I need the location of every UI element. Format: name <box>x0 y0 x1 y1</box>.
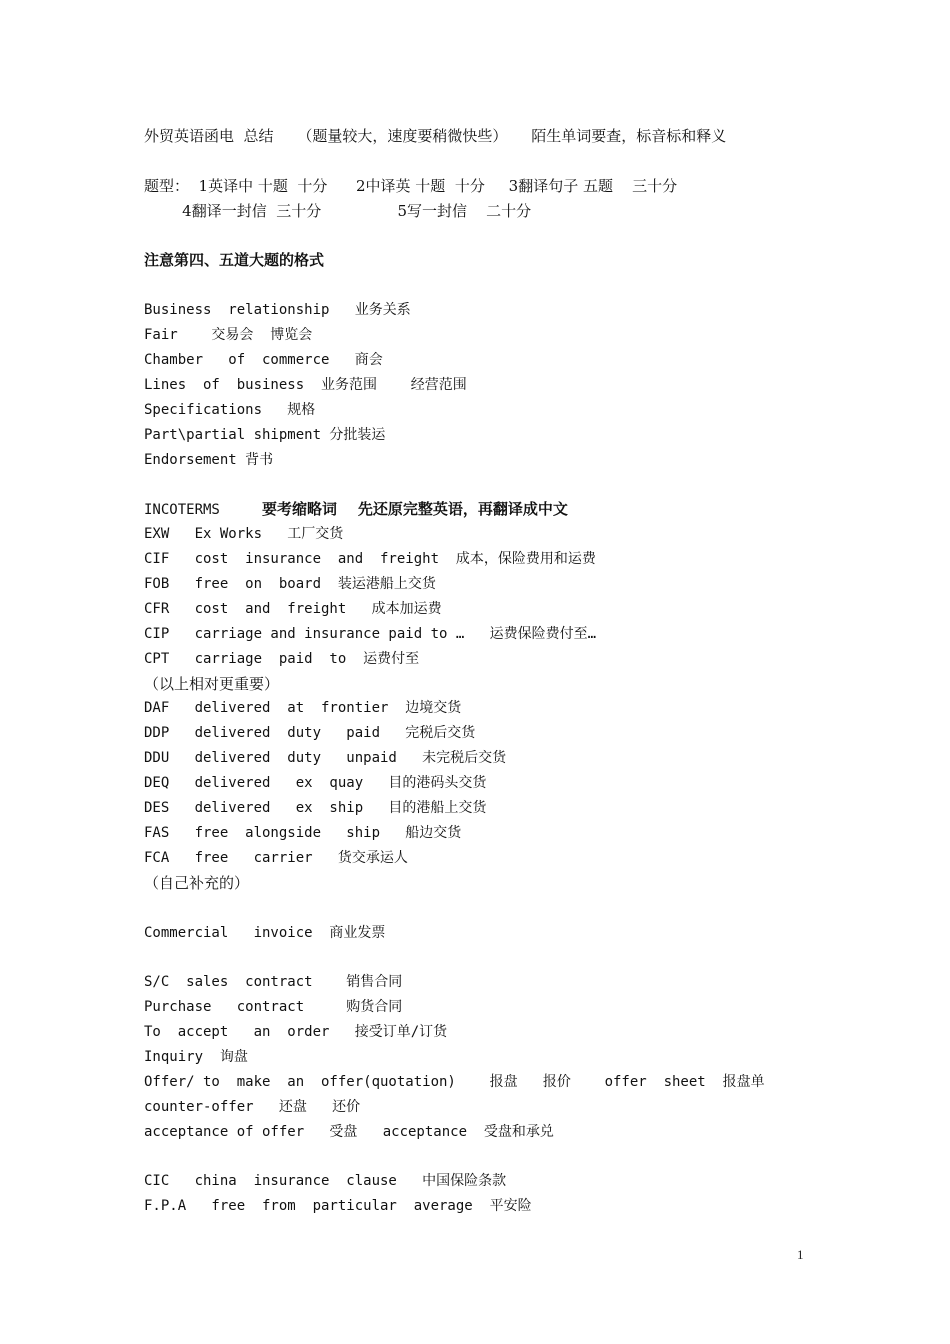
vocab-entry: Endorsement 背书 <box>144 451 274 468</box>
page-number: 1 <box>797 1247 804 1262</box>
question-types-line-1: 题型： 1英译中 十题 十分 2中译英 十题 十分 3翻译句子 五题 三十分 <box>144 176 678 195</box>
vocab-entry: S/C sales contract 销售合同 <box>144 974 403 991</box>
incoterms-instruction: 要考缩略词 先还原完整英语，再翻译成中文 <box>262 500 568 519</box>
vocab-entry: Specifications 规格 <box>144 401 316 418</box>
vocab-group-contracts <box>144 970 824 1144</box>
incoterm-entry: DDP delivered duty paid 完税后交货 <box>144 725 476 742</box>
incoterm-entry: DEQ delivered ex quay 目的港码头交货 <box>144 775 487 792</box>
incoterm-entry: DES delivered ex ship 目的港船上交货 <box>144 800 487 817</box>
question-types-line-2: 4翻译一封信 三十分 5写一封信 二十分 <box>144 201 532 220</box>
commercial-invoice-entry: Commercial invoice 商业发票 <box>144 924 386 941</box>
vocab-entry: acceptance of offer 受盘 acceptance 受盘和承兑 <box>144 1123 554 1140</box>
vocab-entry: Business relationship 业务关系 <box>144 302 411 319</box>
vocab-group-insurance <box>144 1169 824 1219</box>
incoterm-entry: CFR cost and freight 成本加运费 <box>144 600 442 617</box>
document-body <box>144 124 824 1219</box>
vocab-entry: counter-offer 还盘 还价 <box>144 1098 361 1115</box>
supplement-note: （自己补充的） <box>144 873 250 892</box>
incoterms-list-important <box>144 522 824 671</box>
incoterm-entry: CIP carriage and insurance paid to … 运费保险费付至… <box>144 625 597 642</box>
format-note: 注意第四、五道大题的格式 <box>144 251 325 270</box>
incoterm-entry: CIF cost insurance and freight 成本，保险费用和运费 <box>144 551 596 568</box>
incoterms-label: INCOTERMS <box>144 502 263 519</box>
importance-note: （以上相对更重要） <box>144 674 280 693</box>
incoterm-entry: FOB free on board 装运港船上交货 <box>144 576 436 593</box>
incoterm-entry: CPT carriage paid to 运费付至 <box>144 650 420 667</box>
vocab-entry: To accept an order 接受订单/订货 <box>144 1024 448 1041</box>
document-title: 外贸英语函电 总结 （题量较大，速度要稍微快些） 陌生单词要查，标音标和释义 <box>144 127 727 145</box>
incoterm-entry: EXW Ex Works 工厂交货 <box>144 526 344 543</box>
incoterm-entry: DDU delivered duty unpaid 未完税后交货 <box>144 750 507 767</box>
blank-line <box>144 273 824 298</box>
incoterm-entry: FCA free carrier 货交承运人 <box>144 849 408 866</box>
vocab-entry: Chamber of commerce 商会 <box>144 352 383 369</box>
vocab-entry: Fair 交易会 博览会 <box>144 327 313 344</box>
incoterm-entry: DAF delivered at frontier 边境交货 <box>144 700 462 717</box>
incoterms-heading <box>144 497 824 522</box>
blank-line <box>144 1145 824 1170</box>
incoterms-list-other <box>144 696 824 870</box>
blank-line <box>144 896 824 921</box>
vocab-entry: Part\partial shipment 分批装运 <box>144 426 386 443</box>
blank-line <box>144 472 824 497</box>
blank-line <box>144 149 824 174</box>
vocab-entry: Purchase contract 购货合同 <box>144 999 403 1016</box>
blank-line <box>144 945 824 970</box>
vocab-entry: Lines of business 业务范围 经营范围 <box>144 376 467 393</box>
vocab-entry: F.P.A free from particular average 平安险 <box>144 1198 532 1215</box>
blank-line <box>144 224 824 249</box>
incoterm-entry: FAS free alongside ship 船边交货 <box>144 824 462 841</box>
vocab-entry: Inquiry 询盘 <box>144 1048 248 1065</box>
vocab-entry: Offer/ to make an offer(quotation) 报盘 报价 offer sheet 报盘单 <box>144 1073 765 1090</box>
vocab-group-basic <box>144 298 824 472</box>
vocab-entry: CIC china insurance clause 中国保险条款 <box>144 1173 507 1190</box>
